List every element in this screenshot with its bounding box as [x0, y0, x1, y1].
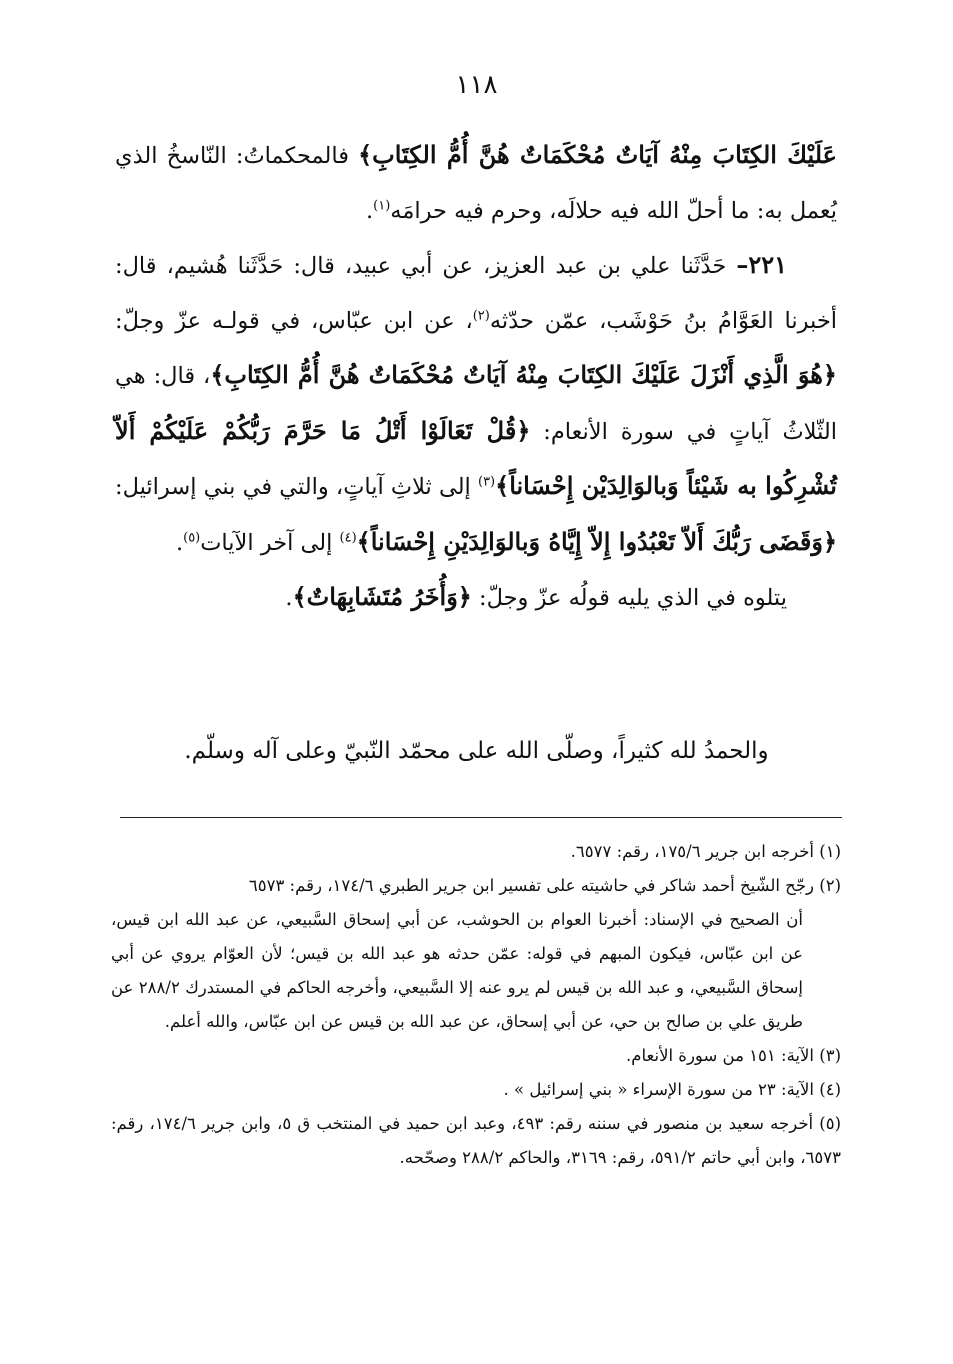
hadith-text: ، قال: هي الثّلاثُ آياتٍ في سورة الأنعام:	[115, 363, 837, 445]
footnote-4: (٤) الآية: ٢٣ من سورة الإسراء « بني إسرائيل » .	[503, 1080, 841, 1099]
footnotes	[111, 835, 841, 1175]
main-text	[115, 128, 837, 626]
footnote-ref: (٢)	[472, 308, 490, 323]
quran-verse: ﴿وَقَضَى رَبُّكَ أَلاّ تَعْبُدُوا إِلاّ إِيَّاهُ وَبالوَالِدَيْنِ إِحْسَاناً﴾	[356, 526, 837, 556]
page-number: ١١٨	[455, 70, 498, 100]
quran-verse: ﴿هُوَ الَّذِي أَنْزَلَ عَلَيْكَ الكِتَابَ مِنْهُ آيَاتٌ مُحْكَمَاتٌ هُنَّ أُمُّ الكِتَابِ﴾	[210, 360, 837, 389]
hadith-text: إلى ثلاثِ آياتٍ، والتي في بني إسرائيل:	[115, 474, 478, 500]
footnote-ref: (١)	[373, 198, 391, 213]
paragraph-continuation	[115, 128, 837, 238]
paragraph-end: .	[365, 197, 374, 224]
footnote-ref: (٣)	[477, 474, 496, 490]
quran-verse: عَلَيْكَ الكِتَابَ مِنْهُ آيَاتٌ مُحْكَمَاتٌ هُنَّ أُمُّ الكِتَابِ﴾	[358, 140, 838, 169]
quran-verse: ﴿قُلْ تَعَالَوْا أَتْلُ مَا حَرَّمَ رَبُّكُمْ عَلَيْكُمْ أَلاّ تُشْرِكُوا به شَيْئاً وَبالوَالِدَيْن إِحْسَاناً﴾	[115, 415, 837, 500]
footnote-ref: (٥)	[183, 530, 201, 545]
footnote-3: (٣) الآية: ١٥١ من سورة الأنعام.	[626, 1046, 841, 1065]
hadith-text: إلى آخر الآيات	[200, 529, 340, 556]
hadith-number: ٢٢١–	[736, 250, 787, 279]
footnote-2: (٢) رجّح الشّيخ أحمد شاكر في حاشيته على تفسير ابن جرير الطبري ١٧٤/٦، رقم: ٦٥٧٣	[248, 876, 841, 895]
hadith-text: ، عن ابن عبّاس، في قولـه عزّ وجلّ:	[115, 307, 473, 334]
paragraph-hadith-221	[115, 238, 837, 570]
paragraph-end: .	[285, 585, 293, 611]
hadith-text: حَدَّثَنا علي بن عبد العزيز، عن أبي عبيد، قال: حَدَّثَنا هُشيم، قال: أخبرنا العَوَّامُ بنُ حَوْشَب، عمّن حدّثه	[115, 253, 838, 334]
footnote-1: (١) أخرجه ابن جرير ١٧٥/٦، رقم: ٦٥٧٧.	[570, 842, 841, 861]
paragraph-end: .	[175, 529, 184, 556]
footnote-divider	[120, 817, 842, 818]
paragraph-next-section	[115, 570, 837, 626]
closing-line: والحمدُ لله كثيراً، وصلّى الله على محمّد النّبيّ وعلى آله وسلّم.	[184, 738, 769, 764]
quran-verse: ﴿وَأُخَرُ مُتَشَابِهَاتٌ﴾	[292, 582, 472, 611]
paragraph-text: يتلوه في الذي يليه قولُه عزّ وجلّ:	[471, 585, 787, 611]
footnote-ref: (٤)	[339, 530, 357, 545]
paragraph-text: فالمحكماتُ: النّاسخُ الذي يُعمل به: ما أحلّ الله فيه حلالَه، وحرم فيه حرامَه	[115, 143, 837, 224]
footnote-5: (٥) أخرجه سعيد بن منصور في سننه رقم: ٤٩٣، وعبد ابن حميد في المنتخب ق ٥، وابن جرير ١٧٤/٦، رقم: ٦٥٧٣، وابن أبي حاتم ٥٩١/٢، رقم: ٣١٦٩، والحاكم ٢٨٨/٢ وصحّحه.	[111, 1114, 842, 1167]
footnote-2-continuation: أن الصحيح في الإسناد: أخبرنا العوام بن الحوشب، عن أبي إسحاق السَّبيعي، عن عبد الله ابن قيس، عن ابن عبّاس، فيكون المبهم في قوله: عمّن حدثه هو عبد الله بن قيس؛ لأن العوّام يروي عن أبي إسحاق السَّبيعي، و عبد الله بن قيس لم يرو عنه إلا السَّبيعي، وأخرجه الحاكم في المستدرك ٢٨٨/٢ عن طريق علي بن صالح بن حي، عن أبي إسحاق، عن عبد الله بن قيس عن ابن عبّاس، والله أعلم.	[111, 910, 803, 1031]
